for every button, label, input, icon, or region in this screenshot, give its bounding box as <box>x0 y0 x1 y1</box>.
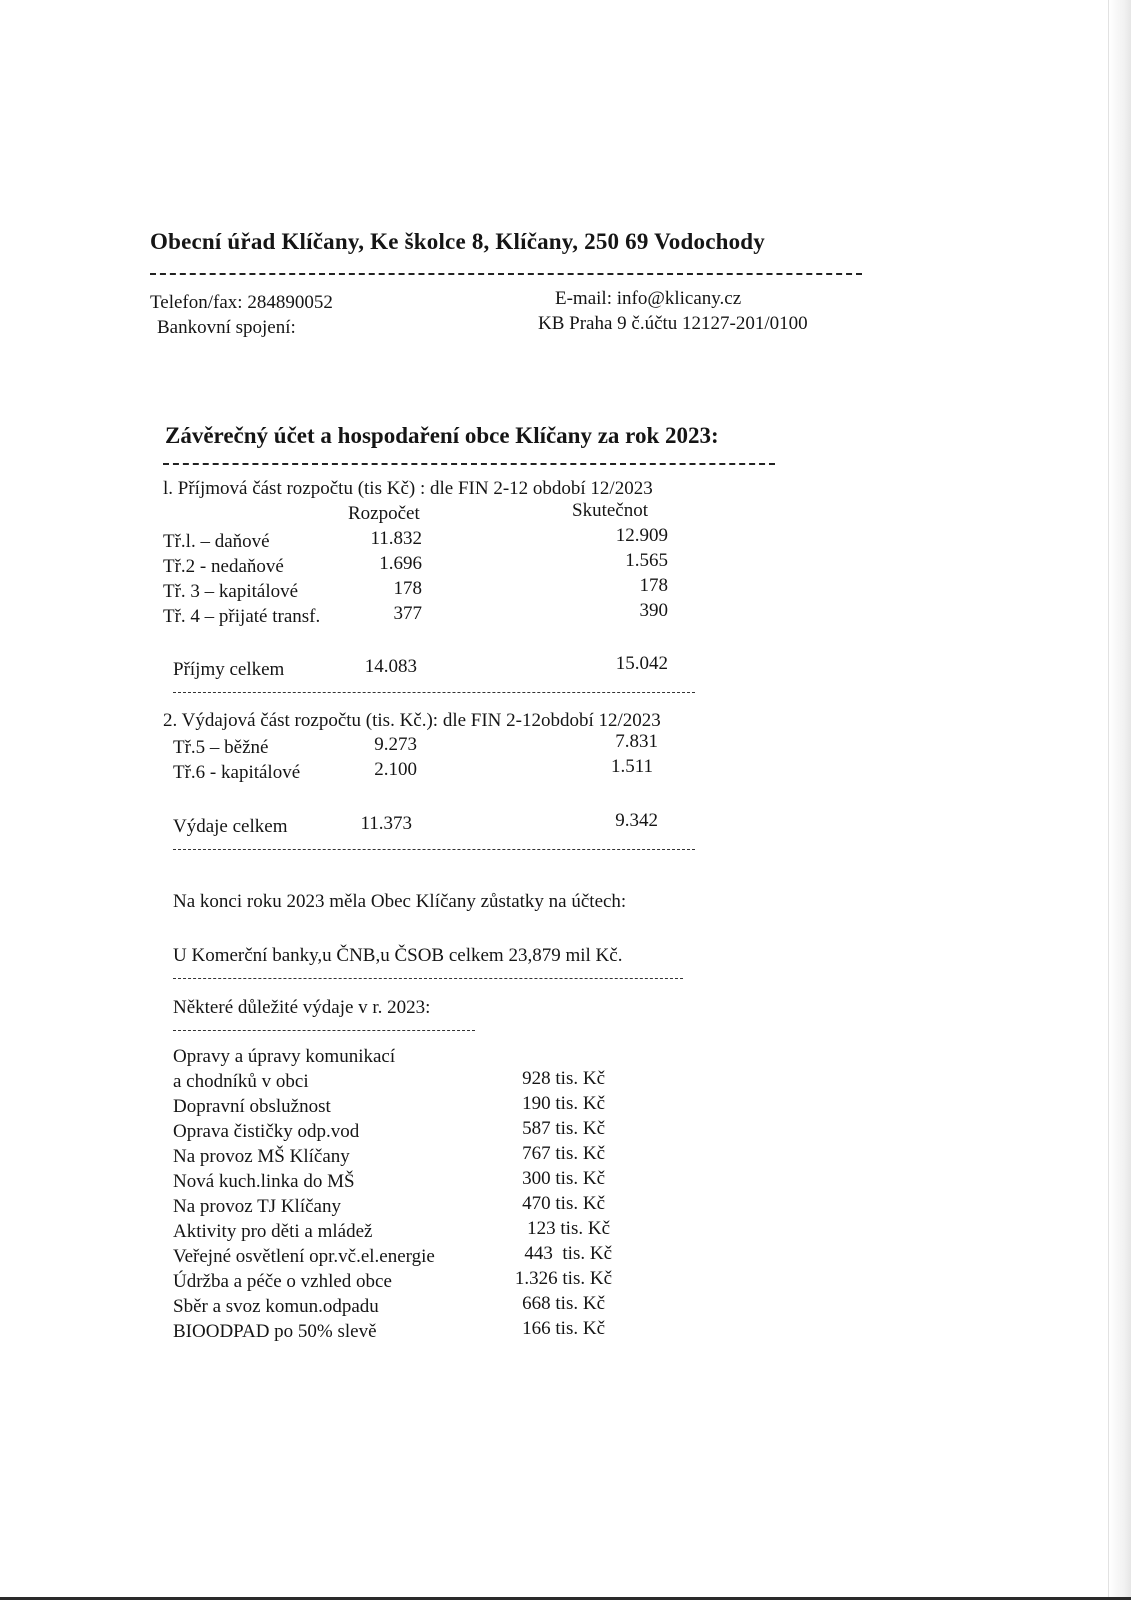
important-item-amount: 123 tis. Kč <box>527 1218 610 1239</box>
divider <box>173 1030 475 1031</box>
income-total-actual: 15.042 <box>615 653 668 674</box>
important-item-amount: 668 tis. Kč <box>522 1293 605 1314</box>
important-item-label: Sběr a svoz komun.odpadu <box>173 1296 379 1317</box>
bank-account: KB Praha 9 č.účtu 12127-201/0100 <box>538 313 808 334</box>
income-row-budget: 11.832 <box>370 528 422 549</box>
expense-row-label: Tř.5 – běžné <box>173 737 269 758</box>
important-item-amount: 1.326 tis. Kč <box>514 1268 612 1289</box>
document-title: Závěrečný účet a hospodaření obce Klíčany za rok 2023: <box>165 423 719 448</box>
important-item-label: Údržba a péče o vzhled obce <box>173 1271 392 1292</box>
expense-total-budget: 11.373 <box>360 813 412 834</box>
divider <box>173 692 695 693</box>
scan-edge <box>1108 0 1131 1600</box>
important-item-label: Dopravní obslužnost <box>173 1096 331 1117</box>
income-total-label: Příjmy celkem <box>173 659 285 680</box>
income-row-label: Tř. 4 – přijaté transf. <box>163 606 321 627</box>
income-col-budget: Rozpočet <box>348 503 420 524</box>
expense-row-budget: 9.273 <box>374 734 417 755</box>
important-item-label: Na provoz TJ Klíčany <box>173 1196 341 1217</box>
important-item-label: Na provoz MŠ Klíčany <box>173 1146 350 1167</box>
income-row-budget: 377 <box>393 603 422 624</box>
income-row-budget: 1.696 <box>379 553 422 574</box>
income-row-budget: 178 <box>393 578 422 599</box>
expense-row-budget: 2.100 <box>374 759 417 780</box>
balances-line-1: Na konci roku 2023 měla Obec Klíčany zůstatky na účtech: <box>173 891 627 912</box>
important-item-label: Aktivity pro děti a mládež <box>173 1221 373 1242</box>
important-item-amount: 767 tis. Kč <box>522 1143 605 1164</box>
important-item-amount: 166 tis. Kč <box>522 1318 605 1339</box>
important-item-label: BIOODPAD po 50% slevě <box>173 1321 377 1342</box>
expense-row-actual: 7.831 <box>615 731 658 752</box>
income-heading: l. Příjmová část rozpočtu (tis Kč) : dle FIN 2-12 období 12/2023 <box>163 478 653 499</box>
expense-row-label: Tř.6 - kapitálové <box>173 762 301 783</box>
important-item-label: Oprava čističky odp.vod <box>173 1121 360 1142</box>
income-row-label: Tř. 3 – kapitálové <box>163 581 299 602</box>
important-item-label: Nová kuch.linka do MŠ <box>173 1171 355 1192</box>
important-item-amount: 443 tis. Kč <box>524 1243 612 1264</box>
expense-total-actual: 9.342 <box>615 810 658 831</box>
divider <box>173 978 683 979</box>
expense-row-actual: 1.511 <box>610 756 653 777</box>
office-letterhead: Obecní úřad Klíčany, Ke školce 8, Klíčany, 250 69 Vodochody <box>150 229 765 254</box>
income-total-budget: 14.083 <box>364 656 417 677</box>
important-item-amount: 928 tis. Kč <box>522 1068 605 1089</box>
income-row-actual: 178 <box>639 575 668 596</box>
income-row-label: Tř.2 - nedaňové <box>163 556 284 577</box>
important-item-amount: 300 tis. Kč <box>522 1168 605 1189</box>
important-item-amount: 587 tis. Kč <box>522 1118 605 1139</box>
income-row-actual: 390 <box>639 600 668 621</box>
phone-line: Telefon/fax: 284890052 <box>150 292 333 313</box>
income-row-label: Tř.l. – daňové <box>163 531 270 552</box>
divider <box>173 849 695 850</box>
email-line: E-mail: info@klicany.cz <box>555 288 742 309</box>
important-item-label: a chodníků v obci <box>173 1071 309 1092</box>
important-item-label: Veřejné osvětlení opr.vč.el.energie <box>173 1246 435 1267</box>
important-label-first-line: Opravy a úpravy komunikací <box>173 1046 396 1067</box>
expense-total-label: Výdaje celkem <box>173 816 288 837</box>
income-row-actual: 12.909 <box>615 525 668 546</box>
important-item-amount: 470 tis. Kč <box>522 1193 605 1214</box>
bank-label: Bankovní spojení: <box>157 317 296 338</box>
balances-line-2: U Komerční banky,u ČNB,u ČSOB celkem 23,879 mil Kč. <box>173 945 623 966</box>
expense-heading: 2. Výdajová část rozpočtu (tis. Kč.): dle FIN 2-12období 12/2023 <box>163 710 661 731</box>
income-col-actual: Skutečnot <box>572 500 648 521</box>
important-item-amount: 190 tis. Kč <box>522 1093 605 1114</box>
divider <box>163 463 775 465</box>
income-row-actual: 1.565 <box>625 550 668 571</box>
divider <box>150 273 862 275</box>
important-heading: Některé důležité výdaje v r. 2023: <box>173 997 431 1018</box>
